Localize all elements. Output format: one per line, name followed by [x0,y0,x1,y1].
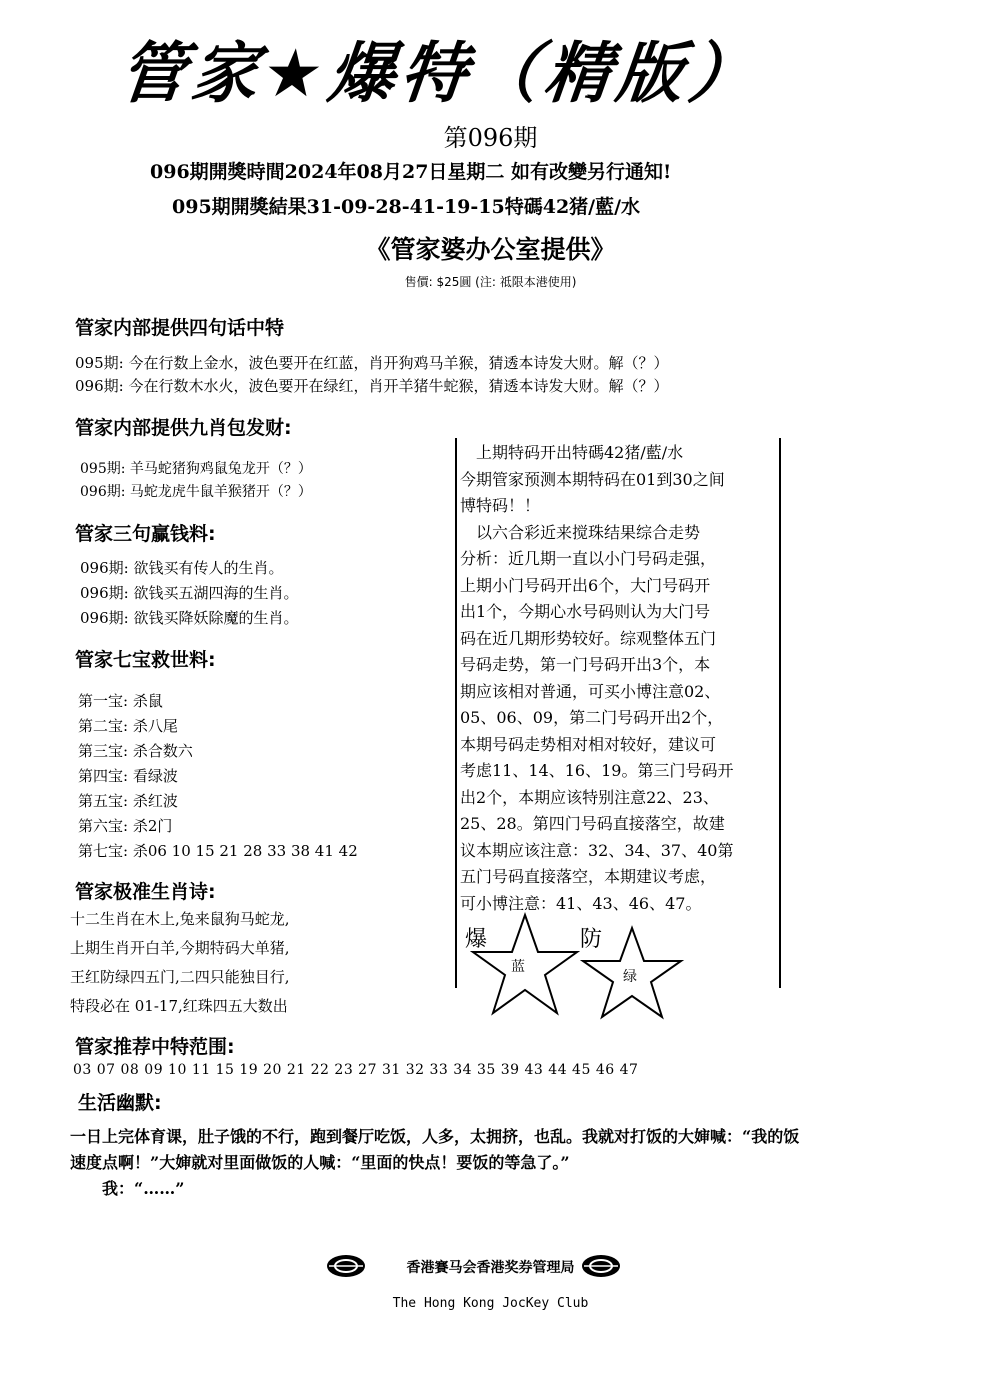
four-lines-row: 096期: 今在行数木水火，波色要开在绿红，肖开羊猪牛蛇猴，猜透本诗发大财。解（？） [75,377,669,395]
analysis-line: 25、28。第四门号码直接落空，故建 [460,814,725,833]
treasure-row: 第三宝: 杀合数六 [78,742,193,760]
analysis-line: 今期管家预测本期特码在01到30之间 [460,469,725,489]
star-inner-green: 绿 [623,969,637,985]
price-note: 售價: $25圓 (注: 祗限本港使用) [404,275,577,289]
analysis-line: 05、06、09，第二门号码开出2个， [460,708,724,727]
analysis-line: 本期号码走势相对相对较好，建议可 [460,734,717,754]
poem-line: 王红防绿四五门,二四只能独目行, [70,968,290,986]
four-lines-heading: 管家内部提供四句话中特 [75,317,285,339]
analysis-line: 议本期应该注意：32、34、37、40第 [460,840,734,860]
analysis-line: 以六合彩近来搅珠结果综合走势 [460,522,701,542]
star-icon [470,912,580,1017]
analysis-line: 可小博注意：41、43、46、47。 [460,893,702,913]
treasure-row: 第五宝: 杀红波 [78,792,178,810]
analysis-line: 号码走势，第一门号码开出3个，本 [460,655,711,674]
treasure-row: 第七宝: 杀06 10 15 21 28 33 38 41 42 [78,842,358,860]
analysis-line: 分析：近几期一直以小门号码走强， [460,549,717,568]
humor-line: 速度点啊！”大婶就对里面做饭的人喊：“里面的快点！要饭的等急了。” [70,1153,570,1172]
humor-line: 我：“……” [70,1179,185,1198]
jockey-club-logo-icon [580,1253,622,1279]
treasure-row: 第四宝: 看绿波 [78,767,178,785]
office-credit: 《管家婆办公室提供》 [365,235,616,264]
treasure-row: 第一宝: 杀鼠 [78,692,163,710]
analysis-line: 上期特码开出特碼42猪/藍/水 [460,443,684,462]
four-lines-row: 095期: 今在行数上金水，波色要开在红蓝，肖开狗鸡马羊猴，猜透本诗发大财。解（？） [75,354,669,372]
nine-zodiac-heading: 管家内部提供九肖包发财: [75,417,292,439]
three-phrases-row: 096期: 欲钱买五湖四海的生肖。 [80,584,299,602]
star-label-fang: 防 [580,927,603,952]
humor-line: 一日上完体育课，肚子饿的不行，跑到餐厅吃饭，人多，太拥挤，也乱。我就对打饭的大婶喊：“我的饭 [70,1127,800,1146]
footer-org-en: The Hong Kong JocKey Club [392,1296,589,1311]
analysis-line: 博特码！！ [460,496,541,515]
footer-org-cn: 香港賽马会香港奖券管理局 [406,1260,575,1276]
analysis-line: 上期小门号码开出6个，大门号码开 [460,575,711,595]
nine-zodiac-row: 095期: 羊马蛇猪狗鸡鼠兔龙开（？） [80,461,312,477]
range-numbers: 03 07 08 09 10 11 15 19 20 21 22 23 27 31 32 33 34 35 39 43 44 45 46 47 [73,1062,639,1078]
treasure-row: 第六宝: 杀2门 [78,817,173,835]
range-heading: 管家推荐中特范围: [75,1036,235,1058]
analysis-text [460,440,772,917]
seven-treasures-heading: 管家七宝救世料: [75,649,216,671]
poem-line: 十二生肖在木上,兔来鼠狗马蛇龙, [70,910,290,928]
humor-text [70,1124,950,1202]
three-phrases-row: 096期: 欲钱买降妖除魔的生肖。 [80,609,299,627]
analysis-line: 出2个，本期应该特别注意22、23、 [460,787,719,807]
humor-heading: 生活幽默: [78,1092,162,1114]
analysis-line: 期应该相对普通，可买小博注意02、 [460,681,721,701]
last-result: 095期開獎結果31-09-28-41-19-15特碼42猪/藍/水 [172,196,641,218]
analysis-line: 五门号码直接落空，本期建议考虑， [460,867,717,886]
nine-zodiac-row: 096期: 马蛇龙虎牛鼠羊猴猪开（？） [80,484,312,500]
poem-line: 上期生肖开白羊,今期特码大单猪, [70,939,290,957]
treasure-row: 第二宝: 杀八尾 [78,717,178,735]
issue-number: 第096期 [443,124,538,152]
analysis-line: 考虑11、14、16、19。第三门号码开 [460,761,734,780]
star-inner-blue: 蓝 [511,959,525,975]
three-phrases-heading: 管家三句赢钱料: [75,523,216,545]
poem-heading: 管家极准生肖诗: [75,881,216,903]
page-title: 管家★爆特（精版） [115,35,765,112]
star-label-bao: 爆 [465,927,488,952]
poem-line: 特段必在 01-17,红珠四五大数出 [70,997,288,1015]
three-phrases-row: 096期: 欲钱买有传人的生肖。 [80,559,284,577]
draw-time: 096期開獎時間2024年08月27日星期二 如有改變另行通知! [150,161,672,183]
analysis-line: 码在近几期形势较好。综观整体五门 [460,628,717,648]
analysis-line: 出1个，今期心水号码则认为大门号 [460,602,711,621]
